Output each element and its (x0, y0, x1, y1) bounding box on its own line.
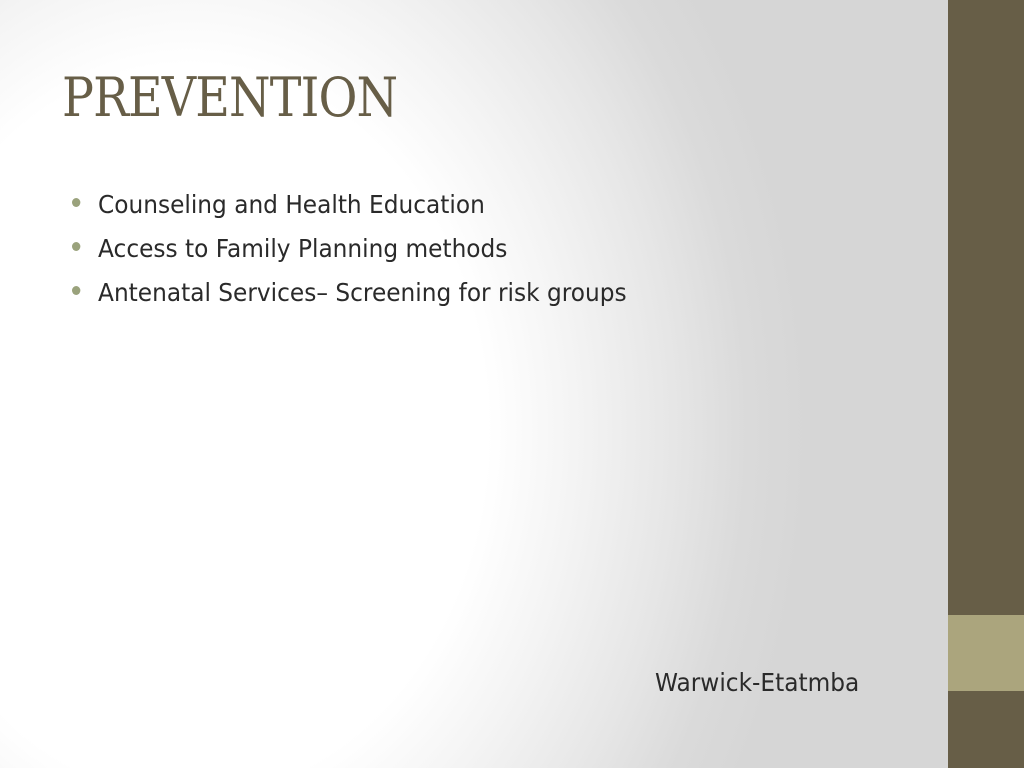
bullet-dot-icon (72, 242, 80, 251)
bullet-item (72, 274, 627, 318)
bullet-text: Access to Family Planning methods (98, 234, 508, 263)
bullet-list (72, 186, 668, 318)
bullet-text: Antenatal Services– Screening for risk groups (98, 278, 627, 307)
side-accent-block (948, 615, 1024, 691)
slide-title: PREVENTION (62, 66, 398, 129)
bullet-dot-icon (72, 286, 80, 295)
bullet-item (72, 186, 627, 230)
bullet-dot-icon (72, 198, 80, 207)
bullet-item (72, 230, 627, 274)
bullet-text: Counseling and Health Education (98, 190, 485, 219)
footer-author: Warwick-Etatmba (655, 668, 860, 697)
